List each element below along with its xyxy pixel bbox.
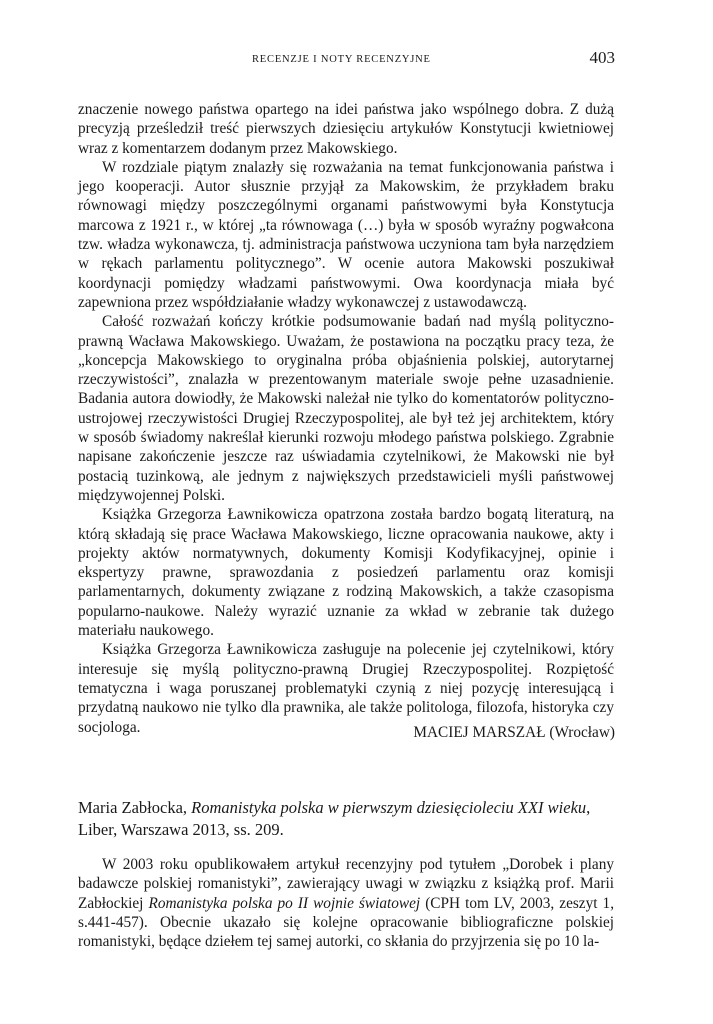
book-title: Romanistyka polska w pierwszym dziesięcioleciu XXI wieku [191,798,587,817]
book-author: Maria Zabłocka, [78,798,188,817]
running-header-title: RECENZJE I NOTY RECENZYJNE [252,54,431,65]
book-publication-info: , Liber, Warszawa 2013, ss. 209. [78,798,591,839]
paragraph-literature: Książka Grzegorza Ławnikowicza opatrzona została bardzo bogatą literaturą, na którą składają się prace Wacława Makowskiego, liczne opracowania naukowe, akty i projekty aktów normatywnych, dokumenty Komisji Kodyfikacyjnej, opinie i ekspertyzy prawne, sprawozdania z posiedzeń parlamentu oraz komisji parlamentarnych, dokumenty związane z rodziną Makowskich, a także czasopisma popularno-naukowe. Należy wyrazić uznanie za wkład w zebranie tak dużego materiału naukowego. [78,506,614,640]
next-review-paragraph [78,855,614,951]
page-number: 403 [589,48,615,67]
next-review-body [78,855,614,951]
paragraph-recommendation: Książka Grzegorza Ławnikowicza zasługuje na polecenie jej czytelnikowi, który interesuje się myślą polityczno-prawną Drugiej Rzeczypospolitej. Rozpiętość tematyczna i waga poruszanej problematyki czynią z niej pozycję interesującą i przydatną naukowo nie tylko dla prawnika, ale także politologa, filozofa, historyka czy socjologa. [78,641,614,736]
next-review-text-start: W 2003 roku opublikowałem artykuł recenzyjny pod tytułem „Dorobek i plany badawcze polskiej romanistyki”, zawierający uwagi w związku z książką prof. Marii Zabłockiej [78,856,614,912]
reviewer-signature: MACIEJ MARSZAŁ (Wrocław) [413,724,615,741]
paragraph-chapter-five: W rozdziale piątym znalazły się rozważania na temat funkcjonowania państwa i jego kooperacji. Autor słusznie przyjął za Makowskim, że przykładem braku równowagi między poszczególnymi organami państwowymi była Konstytucja marcowa z 1921 r., w której „ta równowaga (…) była w sposób wyraźny pogwałcona tzw. władza wykonawcza, tj. administracja państwowa uczyniona tam była narzędziem w rękach parlamentu politycznego”. W ocenie autora Makowski poszukiwał koordynacji pomiędzy władzami państwowymi. Owa koordynacja miała być zapewniona przez współdziałanie władzy wykonawczej z ustawodawczą. [78,158,614,311]
paragraph-summary: Całość rozważań kończy krótkie podsumowanie badań nad myślą polityczno-prawną Wacława Makowskiego. Uważam, że postawiona na początku pracy teza, że „koncepcja Makowskiego to oryginalna próba objaśnienia polskiej, autorytarnej rzeczywistości”, znalazła w prezentowanym materiale swoje pełne uzasadnienie. Badania autora dowiodły, że Makowski należał nie tylko do komentatorów polityczno-ustrojowej rzeczywistości Drugiej Rzeczypospolitej, ale był też jej architektem, który w sposób świadomy nakreślał kierunki rozwoju młodego państwa polskiego. Zgrabnie napisane zakończenie jeszcze raz uświadamia czytelnikowi, że Makowski nie był postacią tuzinkową, ale jednym z największych przedstawicieli myśli państwowej międzywojennej Polski. [78,313,614,504]
cited-book-title: Romanistyka polska po II wojnie światowej [148,894,421,912]
next-review-text-end: (CPH tom LV, 2003, zeszyt 1, s.441-457). Obecnie ukazało się kolejne opracowanie bibliograficzne polskiej romanistyki, będące dziełem tej samej autorki, co skłania do przyjrzenia się po 10 la- [78,894,615,951]
review-body-text [78,100,614,737]
paragraph-continuation: znaczenie nowego państwa opartego na idei państwa jako wspólnego dobra. Z dużą precyzją prześledził treść pierwszych dziesięciu artykułów Konstytucji kwietniowej wraz z komentarzem dodanym przez Makowskiego. [78,101,614,157]
next-review-heading [78,797,618,841]
